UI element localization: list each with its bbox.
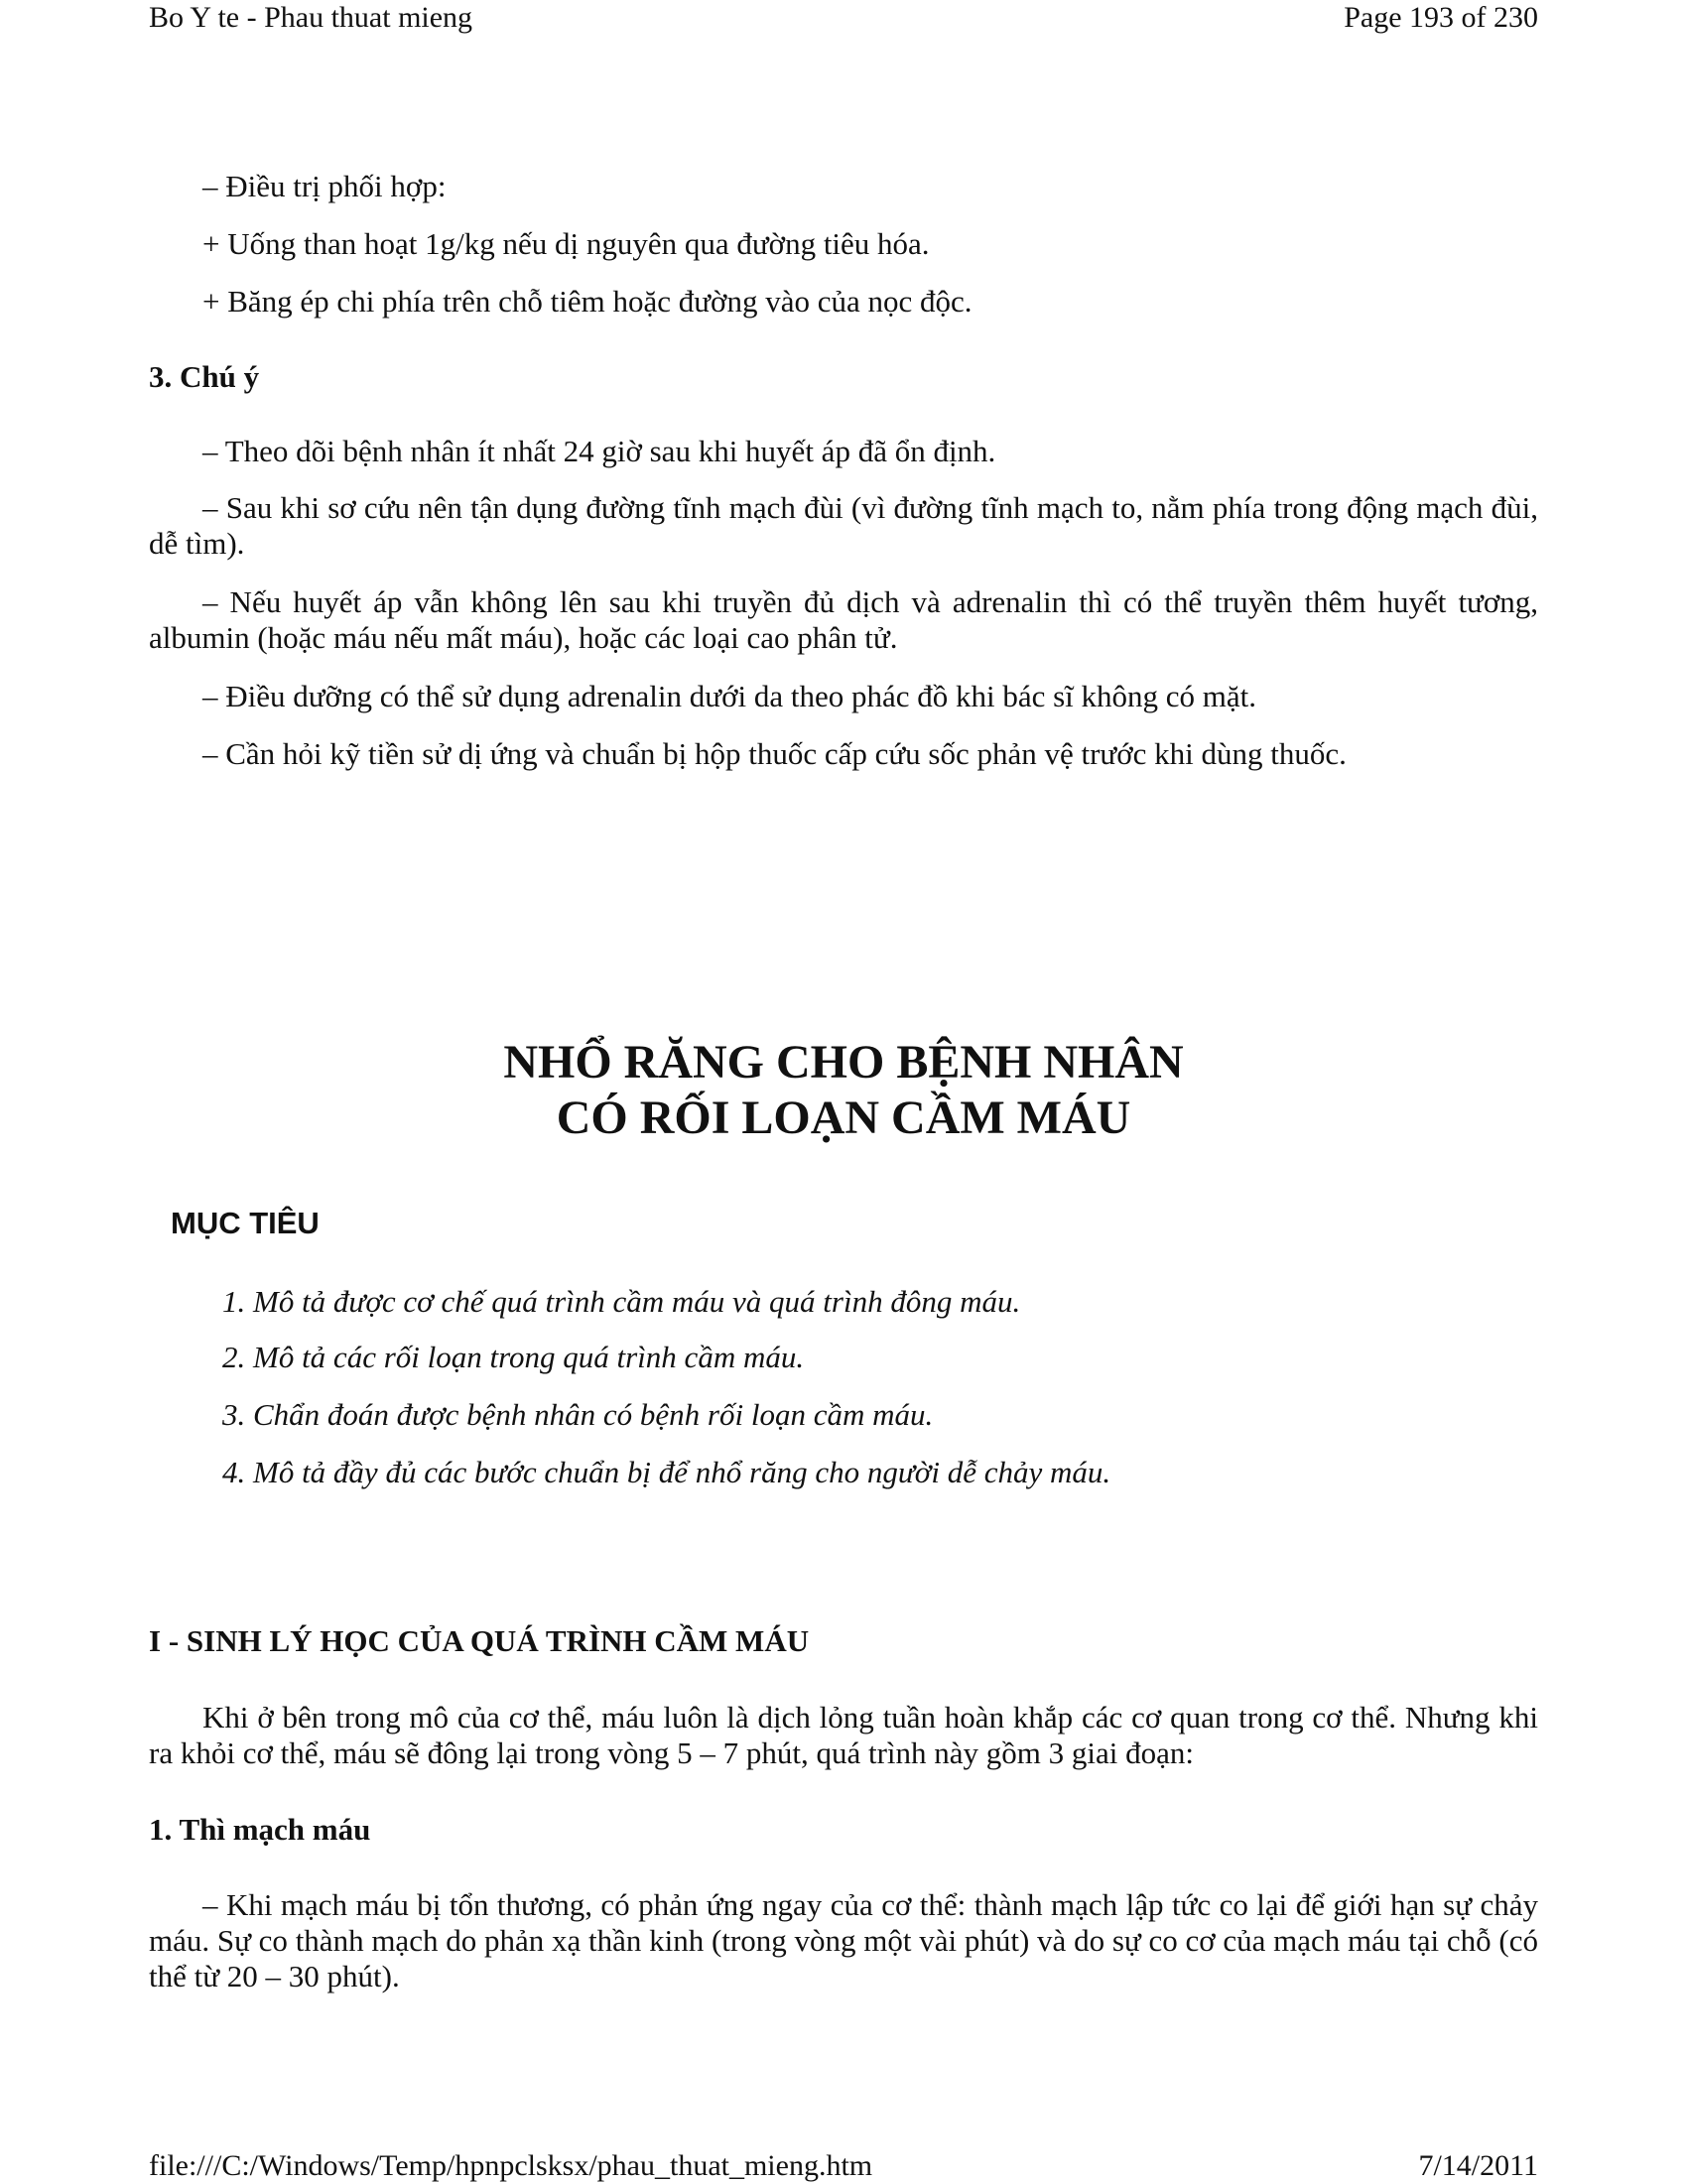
section-heading: I - SINH LÝ HỌC CỦA QUÁ TRÌNH CẦM MÁU xyxy=(149,1623,810,1658)
objective-item: 3. Chẩn đoán được bệnh nhân có bệnh rối loạn cầm máu. xyxy=(222,1397,934,1432)
objective-item: 1. Mô tả được cơ chế quá trình cầm máu và quá trình đông máu. xyxy=(222,1284,1021,1319)
objective-item: 4. Mô tả đầy đủ các bước chuẩn bị để nhổ răng cho người dễ chảy máu. xyxy=(222,1455,1111,1489)
chapter-title-line-2: CÓ RỐI LOẠN CẦM MÁU xyxy=(556,1092,1131,1144)
objectives-heading: MỤC TIÊU xyxy=(171,1206,320,1240)
subsection-paragraph: – Khi mạch máu bị tổn thương, có phản ứng ngay của cơ thể: thành mạch lập tức co lại để giới hạn sự chảy máu. Sự co thành mạch do phản xạ thần kinh (trong vòng một vài phút) và do sự co cơ của mạch máu tại chỗ (có thể từ 20 – 30 phút). xyxy=(149,1887,1538,1993)
page-footer-url: file:///C:/Windows/Temp/hpnpclsksx/phau_thuat_mieng.htm xyxy=(149,2149,873,2182)
treatment-item: + Uống than hoạt 1g/kg nếu dị nguyên qua đường tiêu hóa. xyxy=(202,226,930,261)
note-item: – Nếu huyết áp vẫn không lên sau khi truyền đủ dịch và adrenalin thì có thể truyền thêm huyết tương, albumin (hoặc máu nếu mất máu), hoặc các loại cao phân tử. xyxy=(149,584,1538,655)
note-item: – Điều dưỡng có thể sử dụng adrenalin dưới da theo phác đồ khi bác sĩ không có mặt. xyxy=(202,679,1257,713)
section-intro-paragraph: Khi ở bên trong mô của cơ thể, máu luôn là dịch lỏng tuần hoàn khắp các cơ quan trong cơ thể. Nhưng khi ra khỏi cơ thể, máu sẽ đông lại trong vòng 5 – 7 phút, quá trình này gồm 3 giai đoạn: xyxy=(149,1700,1538,1770)
note-item: – Theo dõi bệnh nhân ít nhất 24 giờ sau khi huyết áp đã ổn định. xyxy=(202,434,996,468)
treatment-item: – Điều trị phối hợp: xyxy=(202,169,447,203)
note-item: – Cần hỏi kỹ tiền sử dị ứng và chuẩn bị hộp thuốc cấp cứu sốc phản vệ trước khi dùng thuốc. xyxy=(202,736,1347,771)
chapter-title-line-1: NHỔ RĂNG CHO BỆNH NHÂN xyxy=(503,1036,1184,1089)
page-header-title: Bo Y te - Phau thuat mieng xyxy=(149,1,473,34)
treatment-item: + Băng ép chi phía trên chỗ tiêm hoặc đường vào của nọc độc. xyxy=(202,284,973,319)
page-footer-date: 7/14/2011 xyxy=(1418,2149,1538,2182)
note-item: – Sau khi sơ cứu nên tận dụng đường tĩnh mạch đùi (vì đường tĩnh mạch to, nằm phía trong động mạch đùi, dễ tìm). xyxy=(149,490,1538,561)
objective-item: 2. Mô tả các rối loạn trong quá trình cầm máu. xyxy=(222,1340,805,1374)
page-header-page-number: Page 193 of 230 xyxy=(1344,1,1538,34)
subsection-heading: 1. Thì mạch máu xyxy=(149,1812,371,1847)
note-heading: 3. Chú ý xyxy=(149,359,260,394)
